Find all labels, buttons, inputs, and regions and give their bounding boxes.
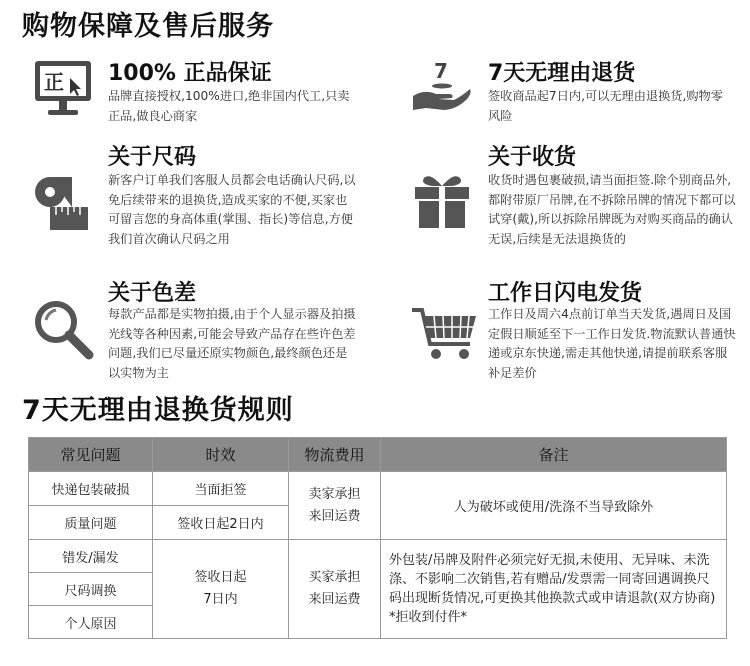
feature-size-desc: 新客户订单我们客服人员都会电话确认尺码,以免后续带来的退换货,造成买家的不便,买家也可留言您的身高体重(掌围、指长)等信息,方便我们首次确认尺码之用: [108, 173, 356, 246]
feature-size: [32, 140, 362, 265]
timing-cell: 签收日起 7日内: [153, 540, 289, 639]
feature-shipping-desc: 工作日及周六4点前订单当天发货,遇周日及国定假日顺延至下一工作日发货.物流默认普通快递或京东快递,需走其他快递,请提前联系客服补足差价: [488, 307, 736, 380]
feature-receiving: [410, 140, 740, 265]
monitor-genuine-icon: [32, 56, 96, 120]
problem-cell: 质量问题: [29, 506, 153, 540]
feature-color-title: 关于色差: [108, 281, 197, 306]
feature-shipping-title: 工作日闪电发货: [488, 281, 643, 306]
note-cell: 人为破坏或使用/洗涤不当导致除外: [381, 472, 727, 540]
timing-cell: 当面拒签: [153, 472, 289, 506]
header-shipping-fee: 物流费用: [289, 438, 381, 472]
header-problem: 常见问题: [29, 438, 153, 472]
problem-cell: 个人原因: [29, 606, 153, 639]
table-row: [29, 472, 727, 506]
magnifier-icon: [32, 298, 96, 362]
feature-7day-desc: 签收商品起7日内,可以无理由退换货,购物零风险: [488, 89, 723, 123]
seven-badge-text: 7: [434, 59, 448, 83]
feature-color: [32, 276, 362, 386]
feature-receiving-title: 关于收货: [488, 145, 577, 170]
feature-7day-return: [410, 56, 740, 126]
tape-measure-icon: [32, 170, 96, 234]
svg-text:正: 正: [44, 70, 64, 94]
return-rules-table: [28, 437, 727, 639]
header-note: 备注: [381, 438, 727, 472]
feature-genuine-desc: 品牌直接授权,100%进口,绝非国内代工,只卖正品,做良心商家: [108, 89, 350, 123]
feature-genuine: [32, 56, 362, 126]
shopping-cart-icon: [410, 304, 482, 368]
feature-size-title: 关于尺码: [108, 145, 197, 170]
section-title-service: 购物保障及售后服务: [22, 11, 274, 42]
feature-receiving-desc: 收货时遇包裹破损,请当面拒签.除个别商品外,都附带原厂吊牌,在不拆除吊牌的情况下都可以试穿(戴),所以拆除吊牌既为对购买商品的确认无误,后续是无法退换货的: [488, 173, 736, 246]
header-timing: 时效: [153, 438, 289, 472]
shipping-fee-cell: 卖家承担 来回运费: [289, 472, 381, 540]
hand-7-days-icon: [410, 56, 474, 120]
problem-cell: 错发/漏发: [29, 540, 153, 573]
section-title-return-rules: 7天无理由退换货规则: [22, 395, 294, 426]
shipping-fee-cell: 买家承担 来回运费: [289, 540, 381, 639]
problem-cell: 快递包装破损: [29, 472, 153, 506]
note-cell: 外包装/吊牌及附件必须完好无损,未使用、无异味、未洗涤、不影响二次销售,若有赠品/发票需一同寄回遇调换尺码出现断货情况,可更换其他换款式或申请退款(双方协商) *拒收到付件*: [381, 540, 727, 639]
feature-genuine-title: 100% 正品保证: [108, 61, 272, 86]
gift-box-icon: [410, 168, 474, 232]
problem-cell: 尺码调换: [29, 573, 153, 606]
timing-cell: 签收日起2日内: [153, 506, 289, 540]
feature-shipping: [410, 276, 740, 386]
table-header-row: [29, 438, 727, 472]
feature-7day-title: 7天无理由退货: [488, 61, 636, 86]
table-row: [29, 540, 727, 573]
feature-color-desc: 每款产品都是实物拍摄,由于个人显示器及拍摄光线等各种因素,可能会导致产品存在些许色差问题,我们已尽量还原实物颜色,最终颜色还是以实物为主: [108, 307, 356, 380]
